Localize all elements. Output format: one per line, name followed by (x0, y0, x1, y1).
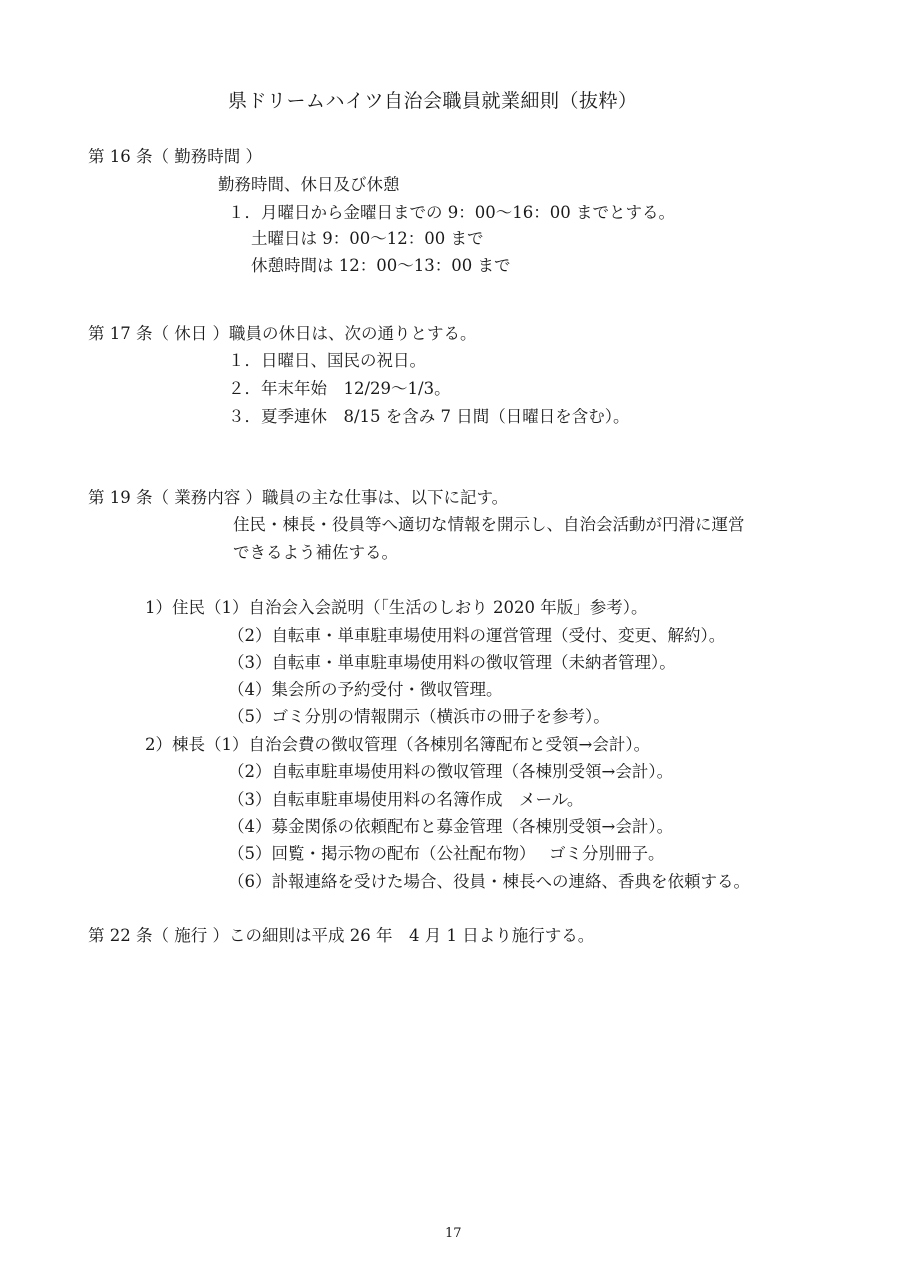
article-16-item-1: １．月曜日から金曜日までの 9：00～16：00 までとする。 (228, 203, 675, 222)
leaders-item-3: （3）自転車駐車場使用料の名簿作成 メール。 (228, 790, 584, 809)
leaders-item-1: 2）棟長（1）自治会費の徴収管理（各棟別名簿配布と受領→会計）。 (145, 735, 651, 754)
residents-item-4: （4）集会所の予約受付・徴収管理。 (228, 680, 503, 699)
residents-item-2: （2）自転車・単車駐車場使用料の運営管理（受付、変更、解約）。 (228, 626, 726, 645)
residents-item-3: （3）自転車・単車駐車場使用料の徴収管理（未納者管理）。 (228, 653, 676, 672)
leaders-item-2: （2）自転車駐車場使用料の徴収管理（各棟別受領→会計）。 (228, 762, 674, 781)
page-number: 17 (445, 1226, 462, 1241)
article-17-item-3: ３．夏季連休 8/15 を含み 7 日間（日曜日を含む）。 (228, 407, 630, 426)
residents-item-1: 1）住民（1）自治会入会説明（「生活のしおり 2020 年版」参考）。 (145, 598, 648, 617)
article-17-heading: 第 17 条（ 休日 ）職員の休日は、次の通りとする。 (88, 324, 477, 343)
article-22-text: 第 22 条（ 施行 ）この細則は平成 26 年 4 月 1 日より施行する。 (88, 926, 595, 945)
article-17-item-1: １．日曜日、国民の祝日。 (228, 351, 426, 370)
leaders-item-4: （4）募金関係の依頼配布と募金管理（各棟別受領→会計）。 (228, 817, 674, 836)
article-19-description-line-1: 住民・棟長・役員等へ適切な情報を開示し、自治会活動が円滑に運営 (233, 515, 745, 534)
residents-item-5: （5）ゴミ分別の情報開示（横浜市の冊子を参考）。 (228, 707, 610, 726)
article-16-heading: 第 16 条（ 勤務時間 ） (88, 147, 262, 166)
article-16-intro: 勤務時間、休日及び休憩 (218, 175, 400, 194)
article-19-heading: 第 19 条（ 業務内容 ）職員の主な仕事は、以下に記す。 (88, 488, 509, 507)
article-16-rest-time: 休憩時間は 12：00～13：00 まで (251, 256, 511, 275)
leaders-item-6: （6）訃報連絡を受けた場合、役員・棟長への連絡、香典を依頼する。 (228, 872, 750, 891)
document-title: 県ドリームハイツ自治会職員就業細則（抜粋） (228, 90, 638, 112)
article-19-description-line-2: できるよう補佐する。 (233, 543, 398, 562)
leaders-item-5: （5）回覧・掲示物の配布（公社配布物） ゴミ分別冊子。 (228, 844, 665, 863)
article-17-item-2: ２．年末年始 12/29～1/3。 (228, 379, 451, 398)
article-16-saturday: 土曜日は 9：00～12：00 まで (251, 229, 484, 248)
